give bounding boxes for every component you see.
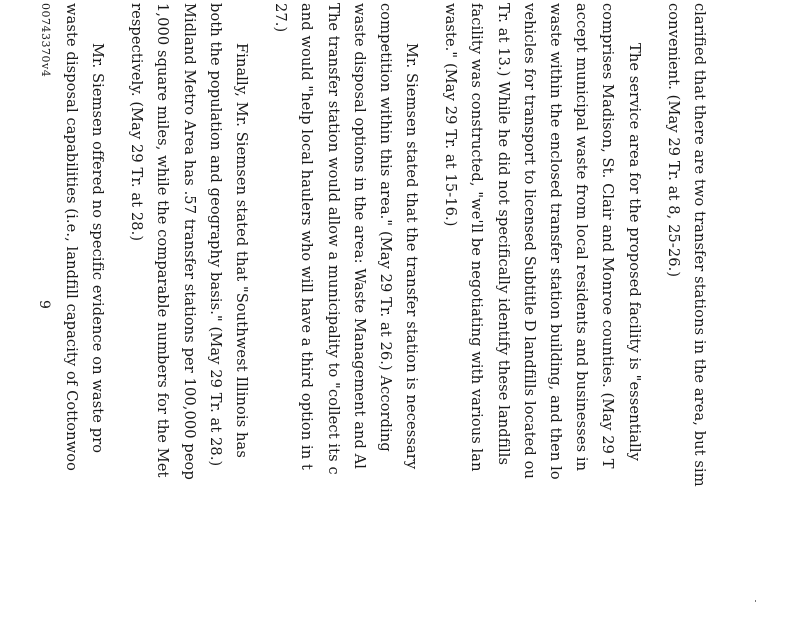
- text-line: The transfer station would allow a municipality to "collect its c: [324, 3, 342, 475]
- text-line: and would "help local haulers who will have a third option in t: [298, 3, 316, 470]
- text-line: both the population and geography basis." (May 29 Tr. at 28.): [206, 3, 224, 467]
- text-line: Midland Metro Area has .57 transfer stations per 100,000 peop: [180, 3, 198, 480]
- text-line: clarified that there are two transfer stations in the area, but sim: [691, 3, 708, 487]
- document-id: 00743370v4: [39, 3, 52, 78]
- text-line: comprises Madison, St. Clair and Monroe counties. (May 29 T: [599, 3, 617, 469]
- paragraph-gap: [110, 3, 123, 618]
- text-line: Tr. at 13.) While he did not specifically identify these landfills: [494, 3, 512, 466]
- paragraph-gap: [647, 3, 660, 618]
- body-text: [58, 3, 712, 618]
- text-line: convenient. (May 29 Tr. at 8, 25-26.): [664, 3, 682, 278]
- text-line: waste within the enclosed transfer station building, and then lo: [547, 3, 565, 480]
- paragraph-gap: [254, 3, 267, 618]
- text-line: vehicles for transport to licensed Subtitle D landfills located ou: [520, 3, 538, 479]
- text-line: waste disposal capabilities (i.e., landfill capacity of Cottonwoo: [62, 3, 80, 471]
- text-line: 1,000 square miles, while the comparable numbers for the Met: [154, 3, 172, 478]
- text-line: Finally, Mr. Siemsen stated that "Southwest Illinois has: [233, 43, 250, 458]
- text-line: competition within this area." (May 29 Tr. at 26.) According: [376, 3, 394, 452]
- page-number: 9: [36, 300, 52, 309]
- text-line: facility was constructed, "we'll be negotiating with various lan: [468, 3, 486, 472]
- paragraph-gap: [424, 3, 437, 618]
- text-line: Mr. Siemsen offered no specific evidence on waste pro: [89, 43, 107, 454]
- text-line: respectively. (May 29 Tr. at 28.): [128, 3, 146, 242]
- text-line: Mr. Siemsen stated that the transfer station is necessary: [403, 43, 421, 470]
- text-line: The service area for the proposed facility is "essentially: [625, 43, 643, 462]
- text-line: accept municipal waste from local residents and businesses in: [573, 3, 591, 472]
- text-line: waste disposal options in the area: Waste Management and Al: [350, 3, 368, 470]
- scan-artifact: [755, 600, 756, 602]
- text-line: 27.): [272, 3, 290, 33]
- text-line: waste." (May 29 Tr. at 15-16.): [442, 3, 460, 227]
